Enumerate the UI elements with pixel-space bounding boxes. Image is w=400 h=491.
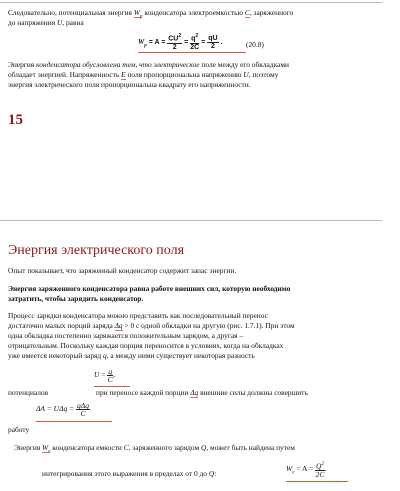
text: до напряжения [8, 18, 57, 27]
top-line-2 [8, 18, 84, 28]
u-symbol: U [56, 18, 63, 27]
p3-line-3: одна обкладка постепенно заряжается положительным зарядом, а другая – [8, 331, 244, 340]
num: Q [316, 461, 322, 471]
p4-line [96, 388, 308, 398]
fraction-qdq-c [76, 402, 90, 417]
wp-letter: W [133, 8, 140, 17]
text: конденсатора емкости [50, 443, 124, 452]
den: 2 [172, 43, 177, 51]
fraction-q2 [190, 33, 199, 50]
sup: 2 [195, 33, 199, 40]
formula-underline [138, 52, 246, 53]
text: , а между ними существует некоторая разность [106, 351, 255, 360]
italic-text: конденсатора обусловлена тем, что электрическое [36, 60, 200, 69]
den: 2C [190, 43, 200, 51]
p3-line-4: отрицательным. Поскольку каждая порция переносится в условиях, когда на обкладках [8, 341, 284, 350]
top-rule [0, 2, 382, 3]
p2-line-3: энергия электрического поля пропорциональна квадрату его напряженности. [8, 80, 251, 89]
c-symbol: C [244, 8, 250, 17]
equation-we-underline [286, 481, 348, 482]
p3-line-2 [8, 321, 295, 331]
work-word: работу [8, 425, 30, 434]
text: , заряженного зарядом [128, 443, 201, 452]
den: 2C [315, 469, 325, 479]
lhs-letter: W [286, 464, 293, 473]
text: , поэтому [248, 70, 279, 79]
potentials-word: потенциалов [8, 388, 49, 397]
equation-a [36, 398, 90, 420]
u-symbol: U [243, 70, 249, 79]
equation-u-underline [94, 386, 130, 387]
lhs-letter: W [138, 38, 145, 46]
q-symbol: Q [201, 443, 207, 452]
text: , равна [62, 18, 84, 27]
text: , заряженного [249, 8, 294, 17]
text: обладает энергией. Напряженность [8, 70, 122, 79]
text: поле между его обкладками [199, 60, 289, 69]
text: конденсатора электроемкостью [142, 8, 245, 17]
page-number: 15 [8, 112, 23, 128]
den: C [80, 408, 86, 418]
p2-line-1 [8, 60, 289, 70]
num: CU [168, 35, 179, 43]
wp-sub: p [139, 14, 143, 20]
bold-line-2: затратить, чтобы зарядить конденсатор. [8, 294, 144, 303]
eq: = [184, 39, 189, 46]
text: внешние силы должны совершить [198, 388, 308, 397]
fraction-q2-2c [315, 461, 325, 478]
text: > 0 с одной обкладки на другую (рис. 1.7.1). При этом [122, 321, 295, 330]
equation-u [94, 365, 115, 385]
formula-number: (20.8) [246, 40, 264, 49]
dot: . [220, 39, 223, 46]
section-title: Энергия электрического поля [8, 243, 185, 258]
q-symbol: Q [208, 469, 215, 478]
eq: = A = [148, 39, 166, 46]
e-symbol: E [121, 70, 126, 79]
text: достаточно малых порций заряда [8, 321, 115, 330]
lhs: ΔA = UΔq = [36, 404, 77, 413]
p3-line-5 [8, 351, 255, 361]
text: , может быть найдена путем [206, 443, 295, 452]
p6-line [42, 469, 216, 479]
text: при переносе каждой порции [96, 388, 191, 397]
p5-line [14, 443, 295, 457]
eq: = [99, 370, 108, 379]
dq-symbol: Δq [114, 321, 123, 330]
p3-line-1: Процесс зарядки конденсатора можно представить как последовательный перенос [8, 311, 268, 320]
lhs: U [94, 370, 100, 379]
bottom-rule [0, 220, 382, 221]
fraction-qu [207, 35, 218, 50]
equation-a-underline [36, 421, 112, 422]
lhs-sub: e [292, 470, 295, 476]
p2-line-2 [8, 70, 278, 80]
comma: , [113, 370, 116, 379]
text: Следовательно, потенциальная энергия [8, 8, 134, 17]
dq-symbol: Δq [190, 388, 199, 397]
den: C [107, 374, 113, 384]
bold-line-1: Энергия заряженного конденсатора равна работе внешних сил, которую необходимо [8, 284, 291, 293]
dot: . [324, 464, 327, 473]
text: Энергия [8, 60, 37, 69]
we-letter: W [42, 443, 49, 452]
text: Энергия [14, 443, 43, 452]
c-symbol: C [123, 443, 129, 452]
we-sub: e [48, 449, 51, 455]
intro-line: Опыт показывает, что заряженный конденсатор содержит запас энергии. [8, 266, 237, 275]
eq: = [201, 39, 206, 46]
num: q [108, 366, 113, 376]
text: поля пропорциональна напряжению [125, 70, 244, 79]
lhs-sub: p [144, 43, 147, 49]
num: qU [208, 34, 218, 42]
formula-lhs [138, 38, 147, 49]
sup: 2 [321, 462, 324, 468]
eq: = A = [294, 464, 316, 473]
den: 2 [210, 42, 215, 50]
num: q [191, 35, 196, 43]
fraction-cu2 [167, 33, 182, 50]
colon: : [214, 469, 217, 478]
sup: 2 [178, 33, 182, 40]
num: qΔq [77, 400, 89, 410]
q-symbol: q [103, 351, 107, 360]
text: уже имеется некоторый заряд [8, 351, 104, 360]
text: интегрирования этого выражения в пределах от 0 до [42, 469, 209, 478]
